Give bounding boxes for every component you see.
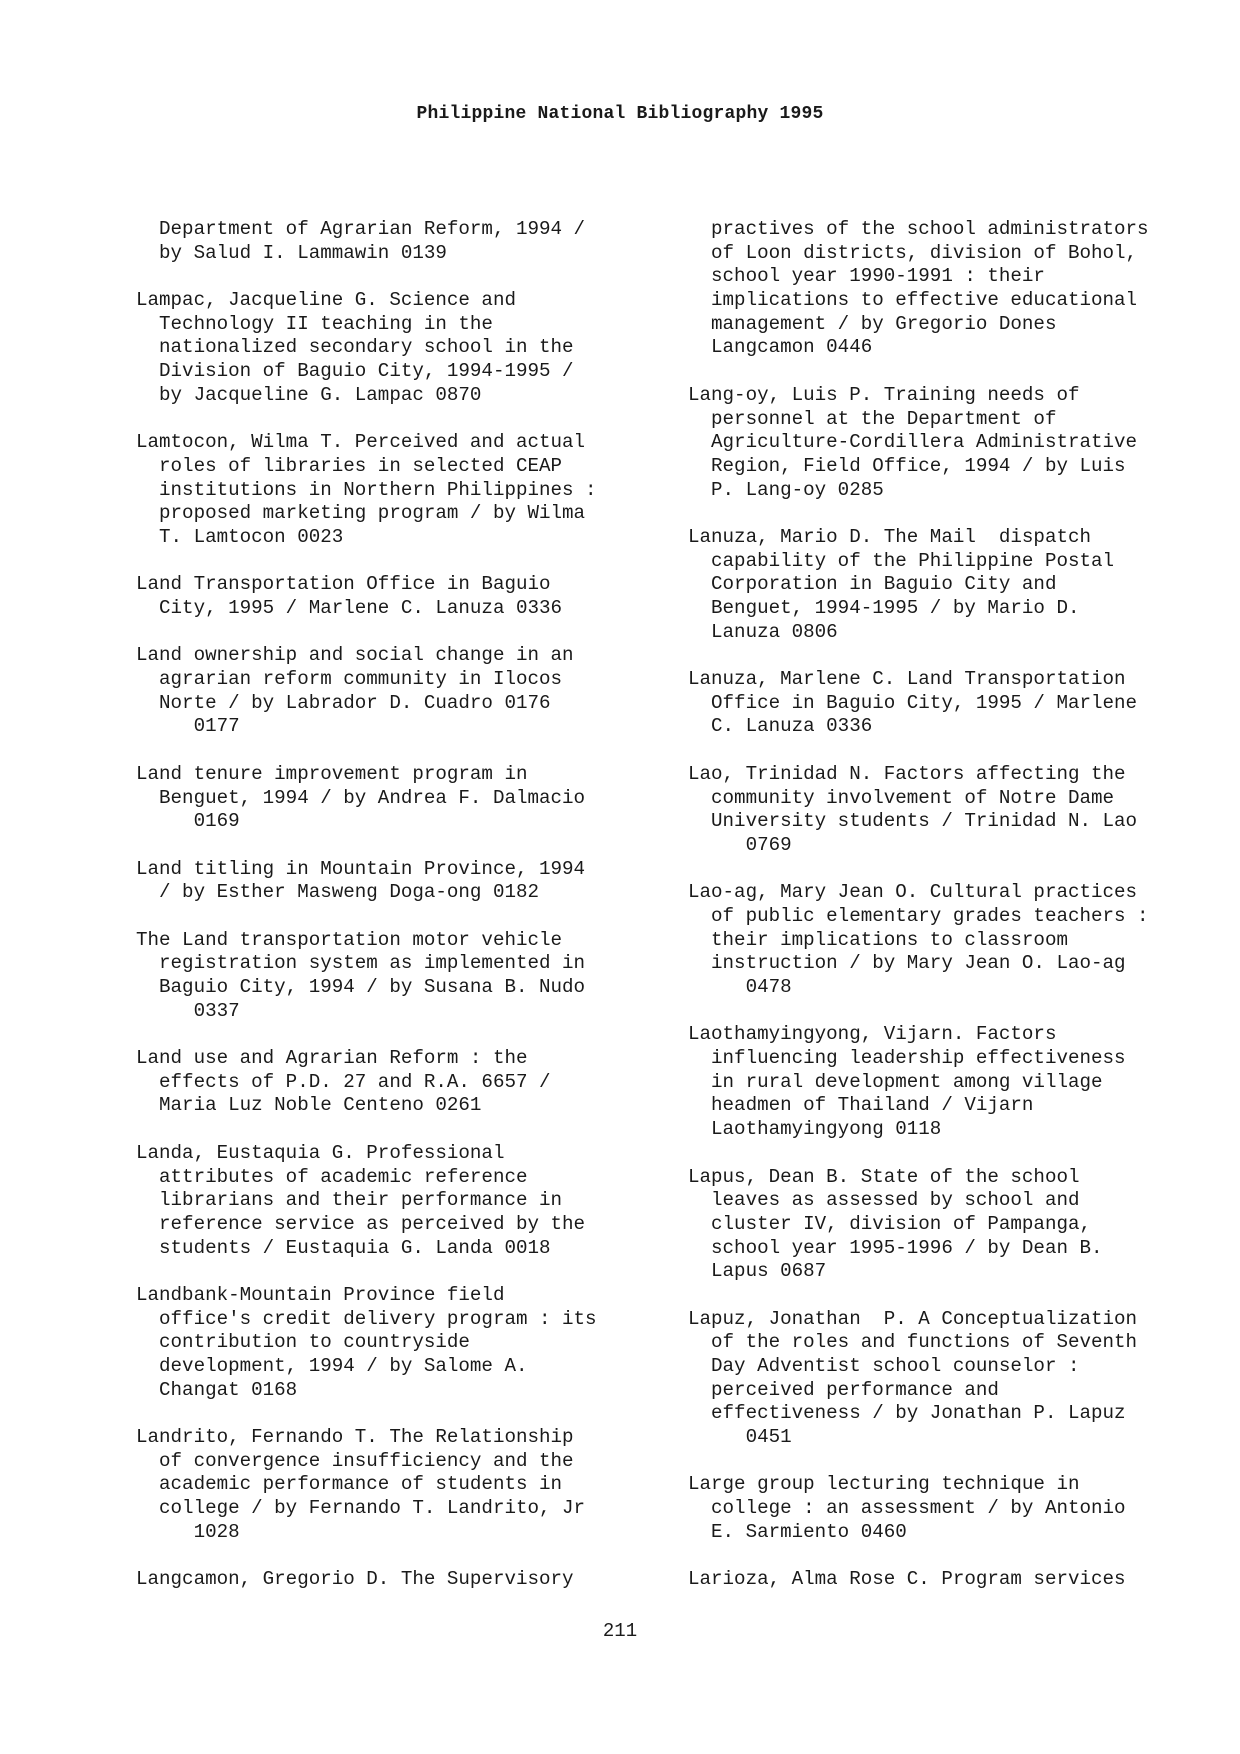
page-title: Philippine National Bibliography 1995 xyxy=(416,104,824,124)
entry-line: college / by Fernando T. Landrito, Jr xyxy=(136,1497,586,1520)
bibliography-entry xyxy=(136,1284,656,1402)
entry-line: Lapuz, Jonathan P. A Conceptualization xyxy=(688,1307,1138,1330)
entry-line: Landa, Eustaquia G. Professional xyxy=(136,1141,505,1164)
bibliography-entry xyxy=(688,1308,1208,1450)
entry-line: Corporation in Baguio City and xyxy=(688,573,1057,596)
entry-line: 0769 xyxy=(688,833,792,856)
entry-line: effects of P.D. 27 and R.A. 6657 / xyxy=(136,1070,551,1093)
entry-line: of convergence insufficiency and the xyxy=(136,1449,574,1472)
entry-line: school year 1995-1996 / by Dean B. xyxy=(688,1236,1103,1259)
entry-line: Land titling in Mountain Province, 1994 xyxy=(136,857,586,880)
entry-line: Lamtocon, Wilma T. Perceived and actual xyxy=(136,431,586,454)
entry-line: of the roles and functions of Seventh xyxy=(688,1331,1138,1354)
entry-line: The Land transportation motor vehicle xyxy=(136,928,563,951)
entry-line: Maria Luz Noble Centeno 0261 xyxy=(136,1094,482,1117)
entry-line: Technology II teaching in the xyxy=(136,312,493,335)
entry-line: Land use and Agrarian Reform : the xyxy=(136,1047,528,1070)
entry-line: Lang-oy, Luis P. Training needs of xyxy=(688,383,1080,406)
bibliography-entry xyxy=(136,1047,656,1118)
entry-line: University students / Trinidad N. Lao xyxy=(688,810,1138,833)
entry-line: registration system as implemented in xyxy=(136,952,586,975)
bibliography-entry xyxy=(688,1166,1208,1284)
bibliography-entry xyxy=(136,431,656,549)
bibliography-entry xyxy=(688,384,1208,502)
entry-line: Landrito, Fernando T. The Relationship xyxy=(136,1426,574,1449)
entry-line: Lao-ag, Mary Jean O. Cultural practices xyxy=(688,881,1138,904)
entry-line: Lampac, Jacqueline G. Science and xyxy=(136,289,516,312)
entry-line: in rural development among village xyxy=(688,1070,1103,1093)
entry-line: community involvement of Notre Dame xyxy=(688,786,1115,809)
entry-line: Larioza, Alma Rose C. Program services xyxy=(688,1568,1126,1591)
entry-line: 0177 xyxy=(136,715,240,738)
left-column xyxy=(136,218,656,1616)
entry-line: proposed marketing program / by Wilma xyxy=(136,502,586,525)
entry-line: E. Sarmiento 0460 xyxy=(688,1520,907,1543)
bibliography-entry xyxy=(688,668,1208,739)
entry-line: Langcamon 0446 xyxy=(688,336,873,359)
entry-line: college : an assessment / by Antonio xyxy=(688,1497,1126,1520)
entry-line: leaves as assessed by school and xyxy=(688,1189,1080,1212)
bibliography-entry xyxy=(688,526,1208,644)
entry-line: Landbank-Mountain Province field xyxy=(136,1283,505,1306)
bibliography-entry xyxy=(136,1568,656,1592)
entry-line: nationalized secondary school in the xyxy=(136,336,574,359)
entry-line: Langcamon, Gregorio D. The Supervisory xyxy=(136,1568,574,1591)
entry-line: 0337 xyxy=(136,999,240,1022)
entry-line: personnel at the Department of xyxy=(688,407,1057,430)
entry-line: by Salud I. Lammawin 0139 xyxy=(136,241,447,264)
bibliography-entry xyxy=(136,1142,656,1260)
entry-line: contribution to countryside xyxy=(136,1331,470,1354)
bibliography-entry xyxy=(688,1568,1208,1592)
entry-line: Lao, Trinidad N. Factors affecting the xyxy=(688,762,1126,785)
entry-line: T. Lamtocon 0023 xyxy=(136,525,344,548)
entry-line: Lapus 0687 xyxy=(688,1260,827,1283)
bibliography-entry xyxy=(136,763,656,834)
entry-line: Benguet, 1994-1995 / by Mario D. xyxy=(688,597,1080,619)
right-column xyxy=(688,218,1208,1616)
entry-line: institutions in Northern Philippines : xyxy=(136,478,597,501)
entry-line: Land ownership and social change in an xyxy=(136,644,574,667)
entry-line: Land Transportation Office in Baguio xyxy=(136,573,551,596)
entry-line: Lanuza, Marlene C. Land Transportation xyxy=(688,668,1126,691)
entry-line: Large group lecturing technique in xyxy=(688,1473,1080,1496)
entry-line: perceived performance and xyxy=(688,1378,999,1401)
entry-line: Laothamyingyong 0118 xyxy=(688,1118,942,1141)
bibliography-entry xyxy=(136,644,656,739)
entry-line: academic performance of students in xyxy=(136,1473,563,1496)
entry-line: Laothamyingyong, Vijarn. Factors xyxy=(688,1023,1057,1046)
entry-line: management / by Gregorio Dones xyxy=(688,312,1057,335)
bibliography-entry xyxy=(136,929,656,1024)
bibliography-entry xyxy=(688,881,1208,999)
entry-line: of public elementary grades teachers : xyxy=(688,904,1149,927)
entry-line: cluster IV, division of Pampanga, xyxy=(688,1212,1092,1235)
entry-line: attributes of academic reference xyxy=(136,1165,528,1188)
entry-line: librarians and their performance in xyxy=(136,1189,563,1212)
entry-line: 0478 xyxy=(688,976,792,998)
bibliography-entry xyxy=(688,763,1208,858)
entry-line: Baguio City, 1994 / by Susana B. Nudo xyxy=(136,976,586,998)
entry-line: agrarian reform community in Ilocos xyxy=(136,668,563,691)
entry-line: Department of Agrarian Reform, 1994 / xyxy=(136,218,586,240)
entry-line: influencing leadership effectiveness xyxy=(688,1047,1126,1070)
entry-line: instruction / by Mary Jean O. Lao-ag xyxy=(688,952,1126,975)
entry-line: office's credit delivery program : its xyxy=(136,1307,597,1330)
page-number: 211 xyxy=(602,1620,638,1642)
bibliography-entry xyxy=(136,1426,656,1544)
entry-line: students / Eustaquia G. Landa 0018 xyxy=(136,1236,551,1259)
entry-line: effectiveness / by Jonathan P. Lapuz xyxy=(688,1402,1126,1425)
entry-line: Division of Baguio City, 1994-1995 / xyxy=(136,360,574,383)
entry-line: development, 1994 / by Salome A. xyxy=(136,1355,528,1377)
entry-line: Day Adventist school counselor : xyxy=(688,1355,1080,1377)
entry-line: Office in Baguio City, 1995 / Marlene xyxy=(688,691,1138,714)
bibliography-entry xyxy=(688,1473,1208,1544)
entry-line: P. Lang-oy 0285 xyxy=(688,478,884,501)
entry-line: roles of libraries in selected CEAP xyxy=(136,454,563,477)
entry-line: City, 1995 / Marlene C. Lanuza 0336 xyxy=(136,597,563,619)
bibliography-entry xyxy=(688,218,1208,360)
entry-line: Changat 0168 xyxy=(136,1378,298,1401)
entry-line: Lanuza 0806 xyxy=(688,620,838,643)
entry-line: capability of the Philippine Postal xyxy=(688,549,1115,572)
entry-line: by Jacqueline G. Lampac 0870 xyxy=(136,383,482,406)
entry-line: Land tenure improvement program in xyxy=(136,762,528,785)
entry-line: Region, Field Office, 1994 / by Luis xyxy=(688,454,1126,477)
entry-line: 0451 xyxy=(688,1426,792,1449)
entry-line: of Loon districts, division of Bohol, xyxy=(688,241,1138,264)
bibliography-entry xyxy=(136,218,656,265)
entry-line: practives of the school administrators xyxy=(688,218,1149,240)
entry-line: reference service as perceived by the xyxy=(136,1212,586,1235)
entry-line: Benguet, 1994 / by Andrea F. Dalmacio xyxy=(136,786,586,809)
entry-line: implications to effective educational xyxy=(688,289,1138,312)
entry-line: 0169 xyxy=(136,810,240,833)
entry-line: headmen of Thailand / Vijarn xyxy=(688,1094,1034,1117)
bibliography-entry xyxy=(136,289,656,407)
entry-line: Agriculture-Cordillera Administrative xyxy=(688,431,1138,454)
bibliography-entry xyxy=(688,1023,1208,1141)
entry-line: 1028 xyxy=(136,1520,240,1543)
entry-line: their implications to classroom xyxy=(688,928,1068,951)
bibliography-entry xyxy=(136,573,656,620)
entry-line: C. Lanuza 0336 xyxy=(688,715,873,738)
entry-line: Lapus, Dean B. State of the school xyxy=(688,1165,1080,1188)
entry-line: Lanuza, Mario D. The Mail dispatch xyxy=(688,525,1092,548)
entry-line: Norte / by Labrador D. Cuadro 0176 xyxy=(136,691,551,714)
bibliography-entry xyxy=(136,858,656,905)
entry-line: school year 1990-1991 : their xyxy=(688,265,1045,288)
entry-line: / by Esther Masweng Doga-ong 0182 xyxy=(136,881,540,904)
